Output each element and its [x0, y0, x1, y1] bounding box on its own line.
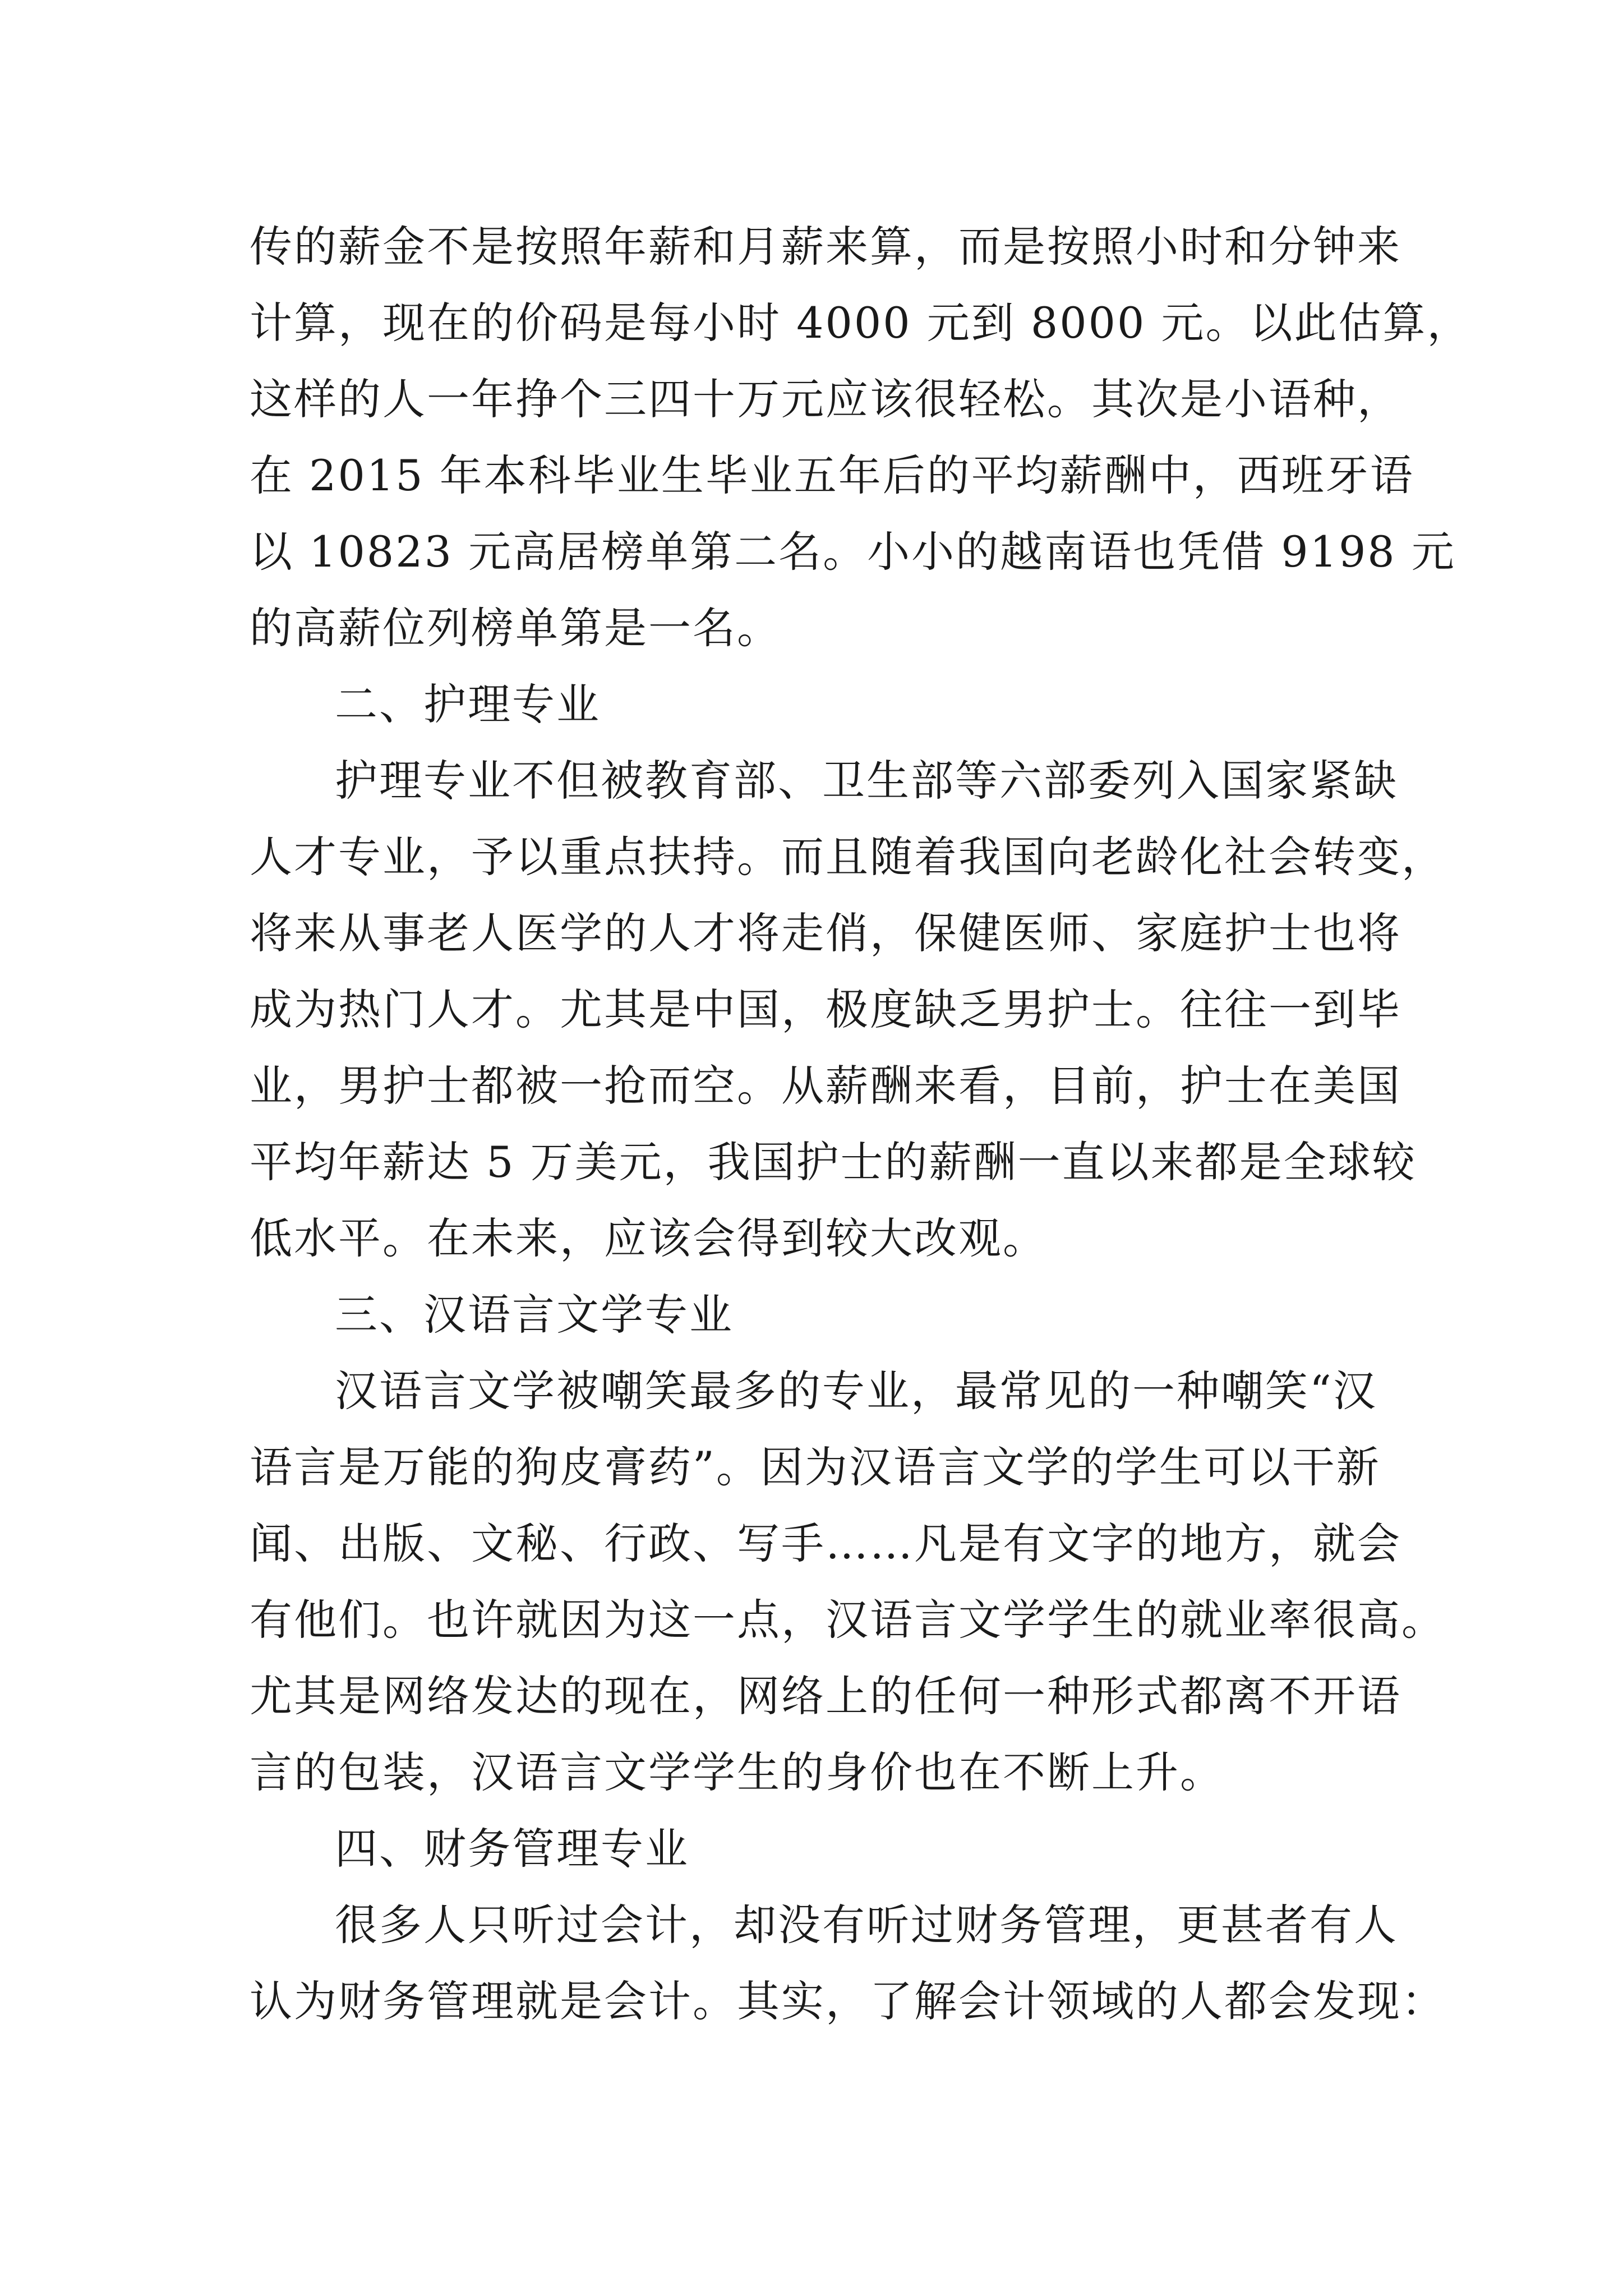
text-line: 尤其是网络发达的现在，网络上的任何一种形式都离不开语: [250, 1671, 1401, 1721]
paragraph-start: 汉语言文学被嘲笑最多的专业，最常见的一种嘲笑“汉: [335, 1366, 1377, 1416]
paragraph-start: 护理专业不但被教育部、卫生部等六部委列入国家紧缺: [335, 756, 1398, 806]
text-line: 人才专业，予以重点扶持。而且随着我国向老龄化社会转变，: [250, 832, 1446, 882]
text-line: 的高薪位列榜单第是一名。: [250, 603, 781, 653]
text-line: 低水平。在未来，应该会得到较大改观。: [250, 1213, 1047, 1263]
section-heading-financial-management: 四、财务管理专业: [335, 1824, 689, 1874]
paragraph-start: 很多人只听过会计，却没有听过财务管理，更甚者有人: [335, 1900, 1398, 1950]
text-line: 平均年薪达 5 万美元，我国护士的薪酬一直以来都是全球较: [250, 1137, 1417, 1187]
text-line: 将来从事老人医学的人才将走俏，保健医师、家庭护士也将: [250, 908, 1401, 958]
text-line: 计算，现在的价码是每小时 4000 元到 8000 元。以此估算，: [250, 298, 1472, 348]
text-line: 以 10823 元高居榜单第二名。小小的越南语也凭借 9198 元: [250, 527, 1456, 577]
text-line: 这样的人一年挣个三四十万元应该很轻松。其次是小语种，: [250, 374, 1401, 424]
text-line: 成为热门人才。尤其是中国，极度缺乏男护士。往往一到毕: [250, 984, 1401, 1034]
section-heading-chinese-literature: 三、汉语言文学专业: [335, 1290, 734, 1340]
text-line: 语言是万能的狗皮膏药”。因为汉语言文学的学生可以干新: [250, 1442, 1381, 1492]
text-line: 认为财务管理就是会计。其实，了解会计领域的人都会发现：: [250, 1976, 1446, 2026]
text-line: 闻、出版、文秘、行政、写手……凡是有文字的地方，就会: [250, 1519, 1401, 1568]
text-line: 言的包装，汉语言文学学生的身价也在不断上升。: [250, 1747, 1224, 1797]
text-line: 传的薪金不是按照年薪和月薪来算，而是按照小时和分钟来: [250, 222, 1401, 272]
text-line: 业，男护士都被一抢而空。从薪酬来看，目前，护士在美国: [250, 1061, 1401, 1111]
body-text: [250, 209, 1472, 2040]
text-line: 有他们。也许就因为这一点，汉语言文学学生的就业率很高。: [250, 1595, 1446, 1645]
section-heading-nursing: 二、护理专业: [335, 679, 601, 729]
text-line: 在 2015 年本科毕业生毕业五年后的平均薪酬中，西班牙语: [250, 450, 1414, 500]
